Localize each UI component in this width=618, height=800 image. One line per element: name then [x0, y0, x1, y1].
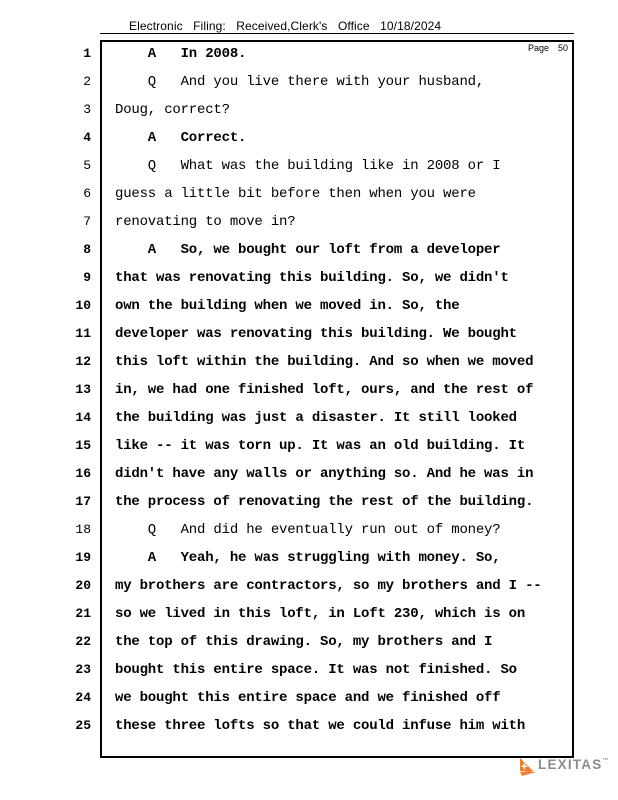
line-text: in, we had one finished loft, ours, and the rest of [115, 382, 534, 398]
line-text: didn't have any walls or anything so. And he was in [115, 466, 534, 482]
transcript-line [75, 684, 572, 712]
transcript-line [75, 488, 572, 516]
line-number: 20 [75, 578, 91, 593]
transcript-line [75, 404, 572, 432]
line-number: 19 [75, 550, 91, 565]
line-text: we bought this entire space and we finished off [115, 690, 501, 706]
line-text: A So, we bought our loft from a developer [115, 242, 501, 258]
line-number: 2 [83, 74, 91, 89]
line-number: 1 [83, 46, 91, 61]
line-number: 18 [75, 522, 91, 537]
line-text: Q And did he eventually run out of money? [115, 522, 501, 538]
line-text: the process of renovating the rest of the building. [115, 494, 534, 510]
transcript-line [83, 236, 572, 264]
line-number: 13 [75, 382, 91, 397]
line-text: the building was just a disaster. It still looked [115, 410, 517, 426]
line-text: Doug, correct? [115, 102, 230, 118]
line-number: 22 [75, 634, 91, 649]
page-label-word: Page [527, 43, 549, 53]
line-text: like -- it was torn up. It was an old building. It [115, 438, 526, 454]
transcript-line [83, 152, 572, 180]
page-number-value: 50 [557, 43, 568, 53]
line-text: so we lived in this loft, in Loft 230, which is on [115, 606, 526, 622]
lexitas-logo-icon [519, 758, 536, 776]
line-text: guess a little bit before then when you were [115, 186, 476, 202]
line-text: these three lofts so that we could infuse him with [115, 718, 526, 734]
transcript-line [83, 264, 572, 292]
line-number: 10 [75, 298, 91, 313]
transcript-line [83, 68, 572, 96]
line-number: 16 [75, 466, 91, 481]
efiling-header: Electronic Filing: Received,Clerk's Office 10/18/2024 [129, 19, 442, 33]
transcript-line [75, 292, 572, 320]
line-text: Q And you live there with your husband, [115, 74, 485, 90]
transcript-line [75, 544, 572, 572]
line-number: 21 [75, 606, 91, 621]
line-text: A In 2008. [115, 46, 247, 62]
line-number: 9 [83, 270, 91, 285]
line-text: renovating to move in? [115, 214, 296, 230]
transcript-border-box [75, 40, 574, 758]
transcript-line [75, 376, 572, 404]
transcript-line [75, 348, 572, 376]
line-number: 12 [75, 354, 91, 369]
transcript-line [83, 180, 572, 208]
logo-wordmark: LEXITAS [538, 757, 603, 772]
lexitas-logo-text [538, 757, 610, 773]
line-number: 15 [75, 438, 91, 453]
line-text: bought this entire space. It was not finished. So [115, 662, 517, 678]
line-number: 4 [83, 130, 91, 145]
trademark-symbol: ™ [602, 758, 610, 764]
transcript-line [75, 628, 572, 656]
line-number: 6 [83, 186, 91, 201]
line-number: 23 [75, 662, 91, 677]
transcript-line [75, 516, 572, 544]
line-number: 11 [75, 326, 91, 341]
transcript-line [75, 460, 572, 488]
line-text: this loft within the building. And so when we moved [115, 354, 534, 370]
transcript-line [75, 432, 572, 460]
line-number: 24 [75, 690, 91, 705]
line-text: my brothers are contractors, so my brothers and I -- [115, 578, 542, 594]
header-rule [100, 33, 574, 34]
transcript-line [83, 124, 572, 152]
line-number: 7 [83, 214, 91, 229]
transcript-line [83, 40, 572, 68]
transcript-line [75, 572, 572, 600]
transcript-line [75, 600, 572, 628]
line-number: 14 [75, 410, 91, 425]
line-number: 25 [75, 718, 91, 733]
transcript-line [75, 656, 572, 684]
line-text: developer was renovating this building. We bought [115, 326, 517, 342]
line-number: 17 [75, 494, 91, 509]
vendor-logo [519, 757, 610, 776]
line-text: that was renovating this building. So, we didn't [115, 270, 509, 286]
transcript-line [83, 208, 572, 236]
line-text: A Yeah, he was struggling with money. So, [115, 550, 501, 566]
line-text: the top of this drawing. So, my brothers and I [115, 634, 493, 650]
line-number: 5 [83, 158, 91, 173]
line-number: 3 [83, 102, 91, 117]
line-text: A Correct. [115, 130, 247, 146]
line-text: own the building when we moved in. So, the [115, 298, 460, 314]
transcript-line [83, 96, 572, 124]
line-number: 8 [83, 242, 91, 257]
transcript-lines [75, 40, 572, 740]
transcript-line [75, 320, 572, 348]
line-text: Q What was the building like in 2008 or I [115, 158, 501, 174]
transcript-line [75, 712, 572, 740]
